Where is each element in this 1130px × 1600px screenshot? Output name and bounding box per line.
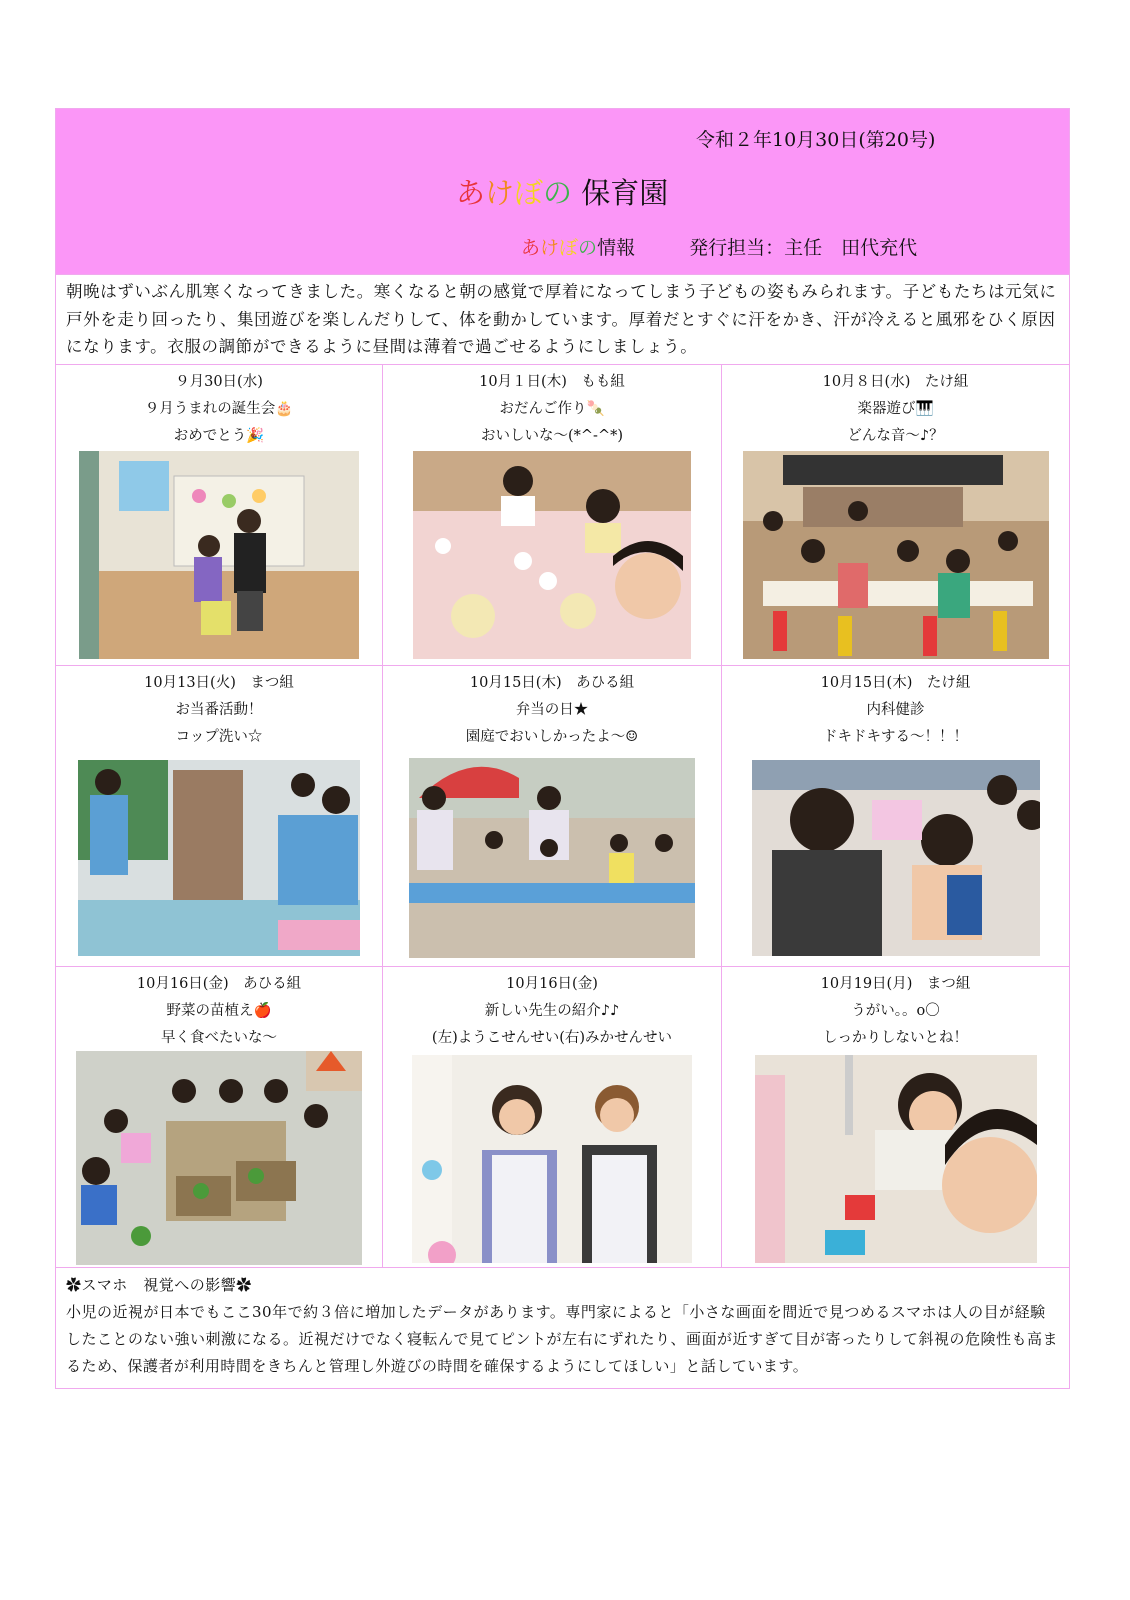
- footer-article: [56, 1268, 1069, 1388]
- cell-caption: コップ洗い☆: [175, 728, 263, 745]
- footer-title: ✿スマホ 視覚への影響✿: [66, 1275, 252, 1294]
- photo-cell: [722, 666, 1069, 967]
- cell-caption: ドキドキする～！！！: [823, 728, 968, 745]
- rainbow-char: あ: [521, 237, 541, 259]
- cell-caption: しっかりしないとね！: [823, 1029, 968, 1046]
- photo-gargling: [755, 1055, 1037, 1263]
- photo-checkup: [752, 760, 1040, 956]
- rainbow-char: の: [543, 176, 573, 210]
- cell-title: お当番活動！: [175, 701, 263, 718]
- cell-title: うがい。。o〇: [851, 1002, 940, 1019]
- cell-date: 10月13日(火) まつ組: [144, 674, 294, 691]
- photo-birthday: [79, 451, 359, 659]
- intro-paragraph: 朝晩はずいぶん肌寒くなってきました。寒くなると朝の感覚で厚着になってしまう子どもの姿もみられます。子どもたちは元気に戸外を走り回ったり、集団遊びを楽しんだりして、体を動かしています。厚着だとすぐに汗をかき、汗が冷えると風邪をひく原因になります。衣服の調節ができるように昼間は薄着で過ごせるようにしましょう。: [56, 274, 1069, 364]
- cell-title: 内科健診: [866, 701, 925, 718]
- photo-cell: [722, 365, 1069, 666]
- footer-body: 小児の近視が日本でもここ30年で約３倍に増加したデータがあります。専門家によると「小さな画面を間近で見つめるスマホは人の目が経験したことのない強い刺激になる。近視だけでなく寝転んで見てピントが左右にずれたり、画面が近すぎて目が寄ったりして斜視の危険性も高まるため、保護者が利用時間をきちんと管理し外遊びの時間を確保するようにしてほしい」と話しています。: [66, 1302, 1059, 1375]
- header-banner: [56, 109, 1069, 274]
- school-name-rainbow: [456, 176, 581, 210]
- cell-title: 弁当の日★: [515, 701, 589, 718]
- cell-title: おだんご作り🍡: [499, 400, 605, 417]
- photo-cell: [56, 967, 383, 1268]
- photo-cell: [722, 967, 1069, 1268]
- cell-caption: 早く食べたいな～: [161, 1029, 277, 1046]
- cell-caption: どんな音～♪？: [847, 427, 944, 444]
- publisher: 発行担当：主任 田代充代: [689, 237, 918, 259]
- rainbow-char: け: [485, 176, 515, 210]
- cell-date: 10月16日(金): [506, 975, 598, 992]
- cell-date: ９月30日(水): [175, 373, 263, 390]
- photo-cell: [56, 666, 383, 967]
- photo-bento: [409, 758, 695, 958]
- cell-title: 楽器遊び🎹: [857, 400, 934, 417]
- rainbow-char: の: [578, 237, 598, 259]
- cell-date: 10月19日(月) まつ組: [820, 975, 971, 992]
- photo-cup-washing: [78, 760, 360, 956]
- cell-title: ９月うまれの誕生会🎂: [144, 400, 294, 417]
- cell-caption: (左)ようこせんせい(右)みかせんせい: [431, 1029, 673, 1046]
- cell-date: 10月15日(木) あひる組: [469, 674, 635, 691]
- cell-caption: おいしいな～(*^-^*): [480, 427, 623, 444]
- rainbow-char: ぼ: [514, 176, 544, 210]
- cell-caption: 園庭でおいしかったよ～☺: [465, 728, 639, 745]
- title-rainbow: [521, 237, 597, 259]
- cell-title: 新しい先生の紹介♪♪: [484, 1002, 620, 1019]
- rainbow-char: ぼ: [559, 237, 579, 259]
- cell-date: 10月８日(水) たけ組: [822, 373, 969, 390]
- info-line: [521, 233, 917, 260]
- photo-cell: [383, 365, 722, 666]
- photo-cell: [383, 967, 722, 1268]
- cell-date: 10月16日(金) あひる組: [136, 975, 302, 992]
- photo-cell: [56, 365, 383, 666]
- photo-new-teachers: [412, 1055, 692, 1263]
- title-suffix: 情報: [597, 237, 636, 259]
- rainbow-char: あ: [456, 176, 486, 210]
- issue-date: 令和２年10月30日(第20号): [696, 129, 936, 151]
- photo-grid: [56, 364, 1069, 1268]
- photo-dango: [413, 451, 691, 659]
- cell-date: 10月１日(木) もも組: [479, 373, 625, 390]
- newsletter-title: [521, 233, 635, 260]
- photo-vegetables: [76, 1051, 362, 1265]
- rainbow-char: け: [540, 237, 560, 259]
- cell-date: 10月15日(木) たけ組: [820, 674, 971, 691]
- photo-cell: [383, 666, 722, 967]
- cell-caption: おめでとう🎉: [173, 427, 265, 444]
- photo-instruments: [743, 451, 1049, 659]
- newsletter: [55, 108, 1070, 1389]
- cell-title: 野菜の苗植え🍎: [166, 1002, 272, 1019]
- school-name-suffix: 保育園: [581, 176, 669, 210]
- school-name: [456, 171, 668, 212]
